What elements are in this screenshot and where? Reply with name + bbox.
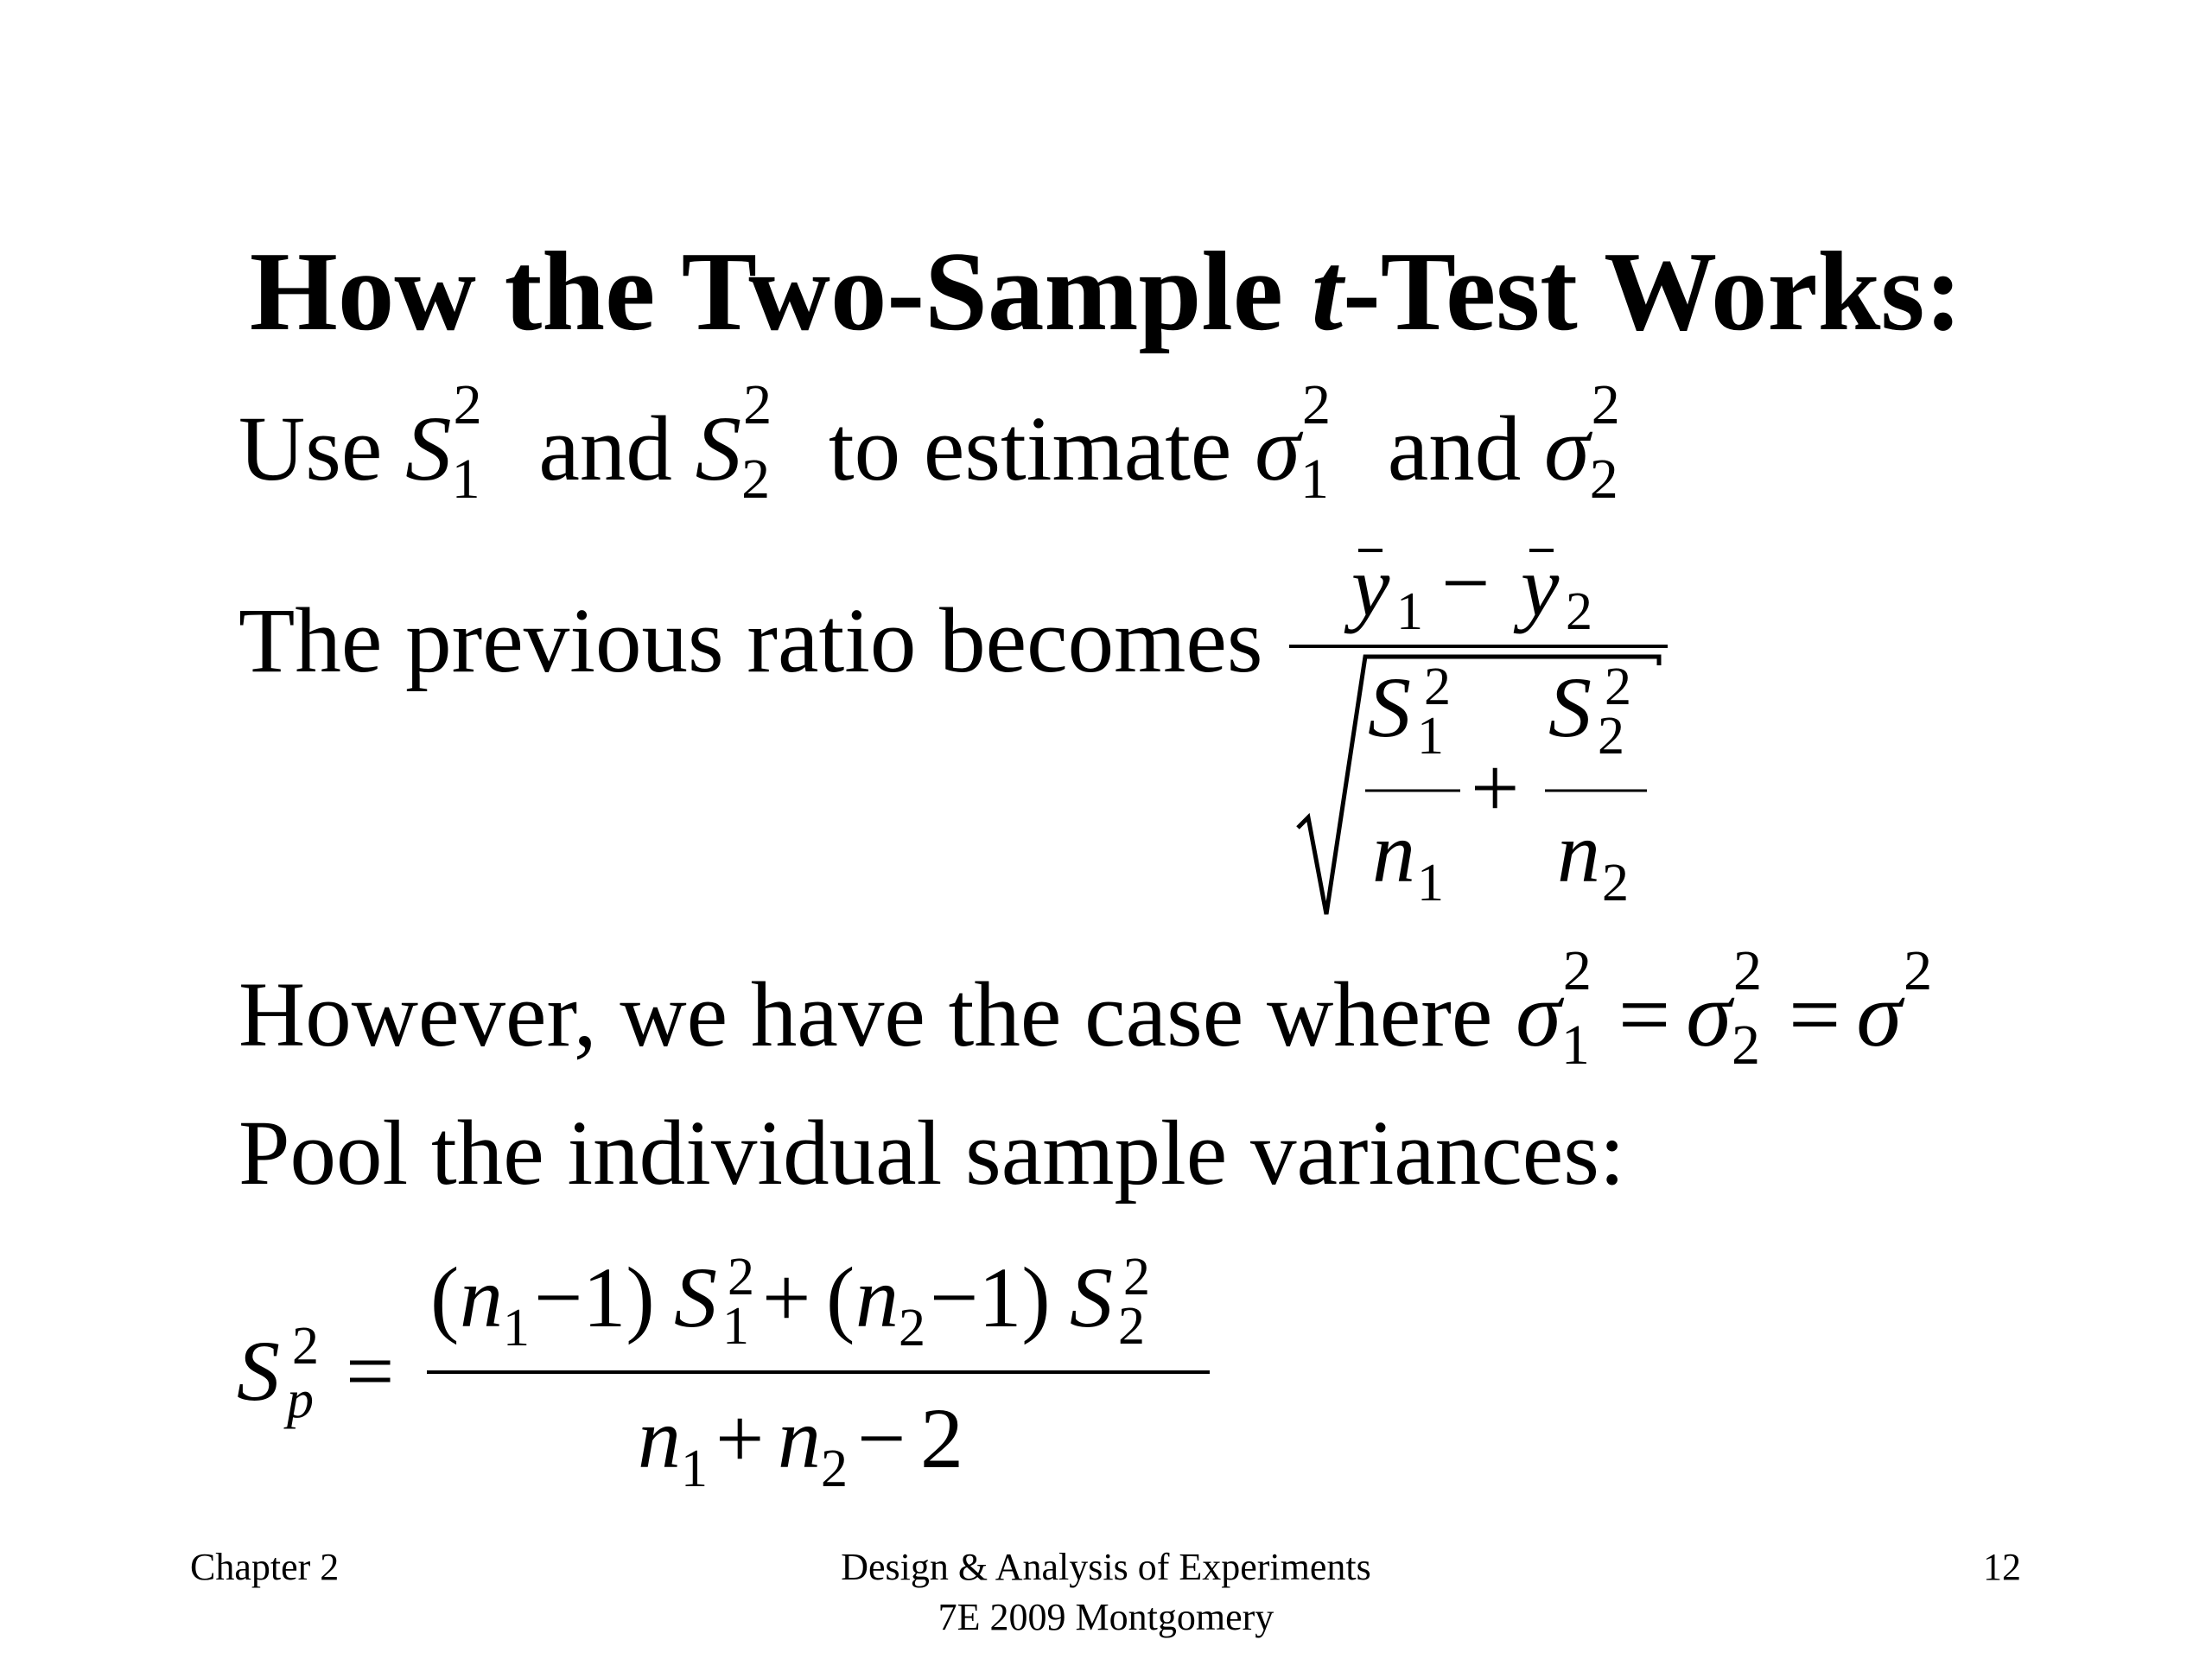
svg-text:−: −: [1441, 535, 1491, 631]
svg-text:+: +: [715, 1390, 765, 1486]
svg-text:+: +: [762, 1249, 811, 1345]
footer-course-line-2: 7E 2009 Montgomery: [938, 1596, 1274, 1638]
svg-text:2: 2: [821, 1440, 848, 1498]
line1-mid: to estimate: [828, 398, 1232, 500]
svg-text:+: +: [1471, 740, 1520, 836]
svg-text:2: 2: [728, 1248, 754, 1306]
math-s1-squared: S 2 1: [405, 373, 482, 511]
svg-text:S: S: [237, 1323, 280, 1419]
line-pool-text: Pool the individual sample variances:: [238, 1103, 1625, 1205]
line-estimate: [238, 373, 1631, 511]
equals-sign: =: [1618, 964, 1671, 1066]
title-t-italic: t: [1311, 229, 1344, 354]
line1-lead: Use: [238, 398, 383, 500]
line-equal-variance: [238, 939, 1943, 1077]
svg-text:1: 1: [1396, 582, 1423, 641]
slide-title: [0, 223, 2212, 361]
svg-text:n: n: [1557, 804, 1600, 900]
svg-text:(: (: [430, 1249, 460, 1345]
svg-text:2: 2: [1424, 658, 1451, 716]
svg-text:p: p: [287, 1370, 314, 1429]
line-ratio-text: The previous ratio becomes: [238, 590, 1263, 692]
svg-text:n: n: [778, 1390, 821, 1486]
math-sigma2-squared: σ 2 2: [1543, 373, 1620, 511]
math-sigma1-squared: σ 2 1: [1255, 373, 1331, 511]
line3-text: However, we have the case where: [238, 964, 1493, 1066]
formula-t-ratio: [1279, 518, 1676, 933]
line1-and-1: and: [538, 398, 672, 500]
svg-text:2: 2: [1605, 658, 1631, 716]
svg-text:n: n: [638, 1390, 681, 1486]
formula-pooled-variance: [233, 1244, 1227, 1503]
math-sigma1-squared: σ 2 1: [1516, 939, 1592, 1077]
svg-text:S: S: [1070, 1249, 1113, 1345]
svg-text:S: S: [1548, 659, 1592, 755]
svg-text:−1): −1): [930, 1249, 1051, 1345]
svg-text:2: 2: [899, 1299, 925, 1357]
svg-text:2: 2: [1123, 1248, 1150, 1306]
page-number: 12: [1983, 1546, 2021, 1588]
svg-text:2: 2: [1602, 854, 1629, 912]
svg-text:2: 2: [1566, 582, 1592, 641]
svg-text:S: S: [1368, 659, 1411, 755]
svg-text:y: y: [1351, 538, 1390, 634]
svg-text:n: n: [855, 1249, 899, 1345]
svg-text:y: y: [1521, 538, 1560, 634]
math-sigma2-squared: σ 2 2: [1686, 939, 1763, 1077]
svg-text:1: 1: [681, 1440, 708, 1498]
title-text-1: How the Two-Sample: [249, 229, 1312, 354]
svg-text:2: 2: [292, 1317, 319, 1376]
svg-text:−1): −1): [534, 1249, 655, 1345]
math-s2-squared: S 2 2: [695, 373, 772, 511]
svg-text:1: 1: [1417, 854, 1444, 912]
equals-sign: =: [1789, 964, 1841, 1066]
svg-text:2: 2: [920, 1390, 963, 1486]
svg-text:S: S: [674, 1249, 717, 1345]
svg-text:n: n: [1372, 804, 1415, 900]
svg-text:1: 1: [503, 1299, 530, 1357]
svg-text:=: =: [346, 1323, 395, 1419]
svg-text:n: n: [460, 1249, 503, 1345]
math-sigma-squared: σ 2: [1856, 939, 1933, 1066]
footer-course-line-1: Design & Analysis of Experiments: [841, 1546, 1371, 1588]
svg-text:(: (: [826, 1249, 855, 1345]
svg-text:1: 1: [1417, 707, 1444, 766]
title-text-2: -Test Works:: [1343, 229, 1963, 354]
footer-chapter: Chapter 2: [190, 1546, 340, 1588]
svg-text:1: 1: [722, 1297, 749, 1356]
svg-text:−: −: [857, 1390, 906, 1486]
svg-text:2: 2: [1598, 707, 1624, 766]
footer-course: [0, 1542, 2212, 1643]
svg-text:2: 2: [1118, 1297, 1145, 1356]
line1-and-2: and: [1387, 398, 1522, 500]
